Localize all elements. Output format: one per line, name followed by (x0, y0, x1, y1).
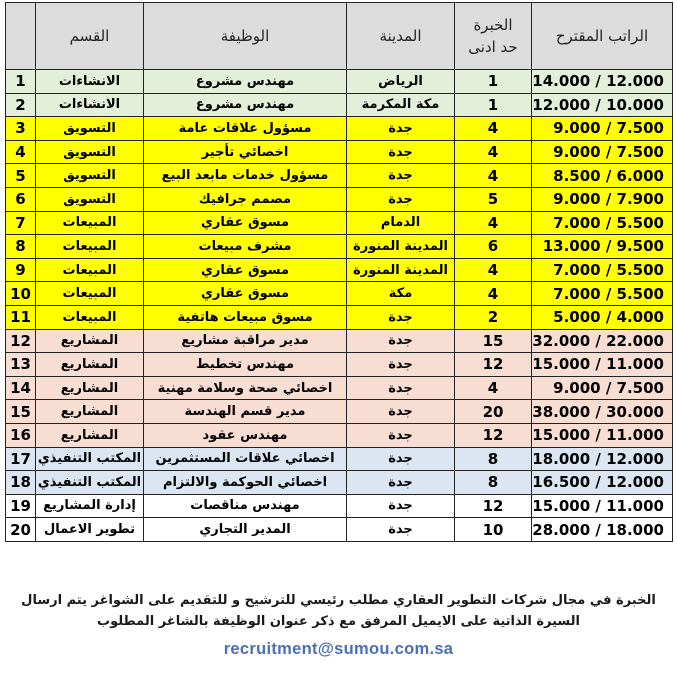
header-department: القسم (36, 3, 144, 70)
row-index: 17 (6, 447, 36, 471)
row-job: اخصائي صحة وسلامة مهنية (144, 376, 347, 400)
table-row (6, 164, 673, 188)
row-salary: 15.000 / 11.000 (532, 353, 673, 377)
row-salary: 38.000 / 30.000 (532, 400, 673, 424)
row-index: 4 (6, 140, 36, 164)
row-city: المدينة المنورة (347, 235, 455, 259)
table-row (6, 258, 673, 282)
header-experience-line2: حد ادنى (468, 38, 518, 56)
row-job: مصمم جرافيك (144, 187, 347, 211)
table-row (6, 423, 673, 447)
row-salary: 16.500 / 12.000 (532, 471, 673, 495)
row-index: 2 (6, 93, 36, 117)
row-city: جدة (347, 400, 455, 424)
row-city: جدة (347, 164, 455, 188)
row-salary: 7.000 / 5.500 (532, 282, 673, 306)
table-row (6, 140, 673, 164)
row-experience: 6 (455, 235, 532, 259)
row-department: التسويق (36, 164, 144, 188)
row-index: 20 (6, 518, 36, 542)
header-city: المدينة (347, 3, 455, 70)
row-job: مهندس عقود (144, 423, 347, 447)
row-department: المشاريع (36, 400, 144, 424)
row-experience: 12 (455, 494, 532, 518)
row-index: 15 (6, 400, 36, 424)
row-department: المشاريع (36, 329, 144, 353)
row-job: مدير مراقبة مشاريع (144, 329, 347, 353)
row-experience: 5 (455, 187, 532, 211)
row-city: جدة (347, 494, 455, 518)
header-experience-line1: الخبرة (473, 16, 513, 34)
row-index: 8 (6, 235, 36, 259)
table-body (6, 70, 673, 542)
row-department: التسويق (36, 140, 144, 164)
row-experience: 2 (455, 305, 532, 329)
row-job: مسؤول خدمات مابعد البيع (144, 164, 347, 188)
row-experience: 12 (455, 353, 532, 377)
row-index: 6 (6, 187, 36, 211)
row-city: جدة (347, 140, 455, 164)
row-salary: 9.000 / 7.500 (532, 140, 673, 164)
header-index (6, 3, 36, 70)
row-department: إدارة المشاريع (36, 494, 144, 518)
row-job: مسوق عقاري (144, 211, 347, 235)
row-experience: 1 (455, 93, 532, 117)
row-city: مكة المكرمة (347, 93, 455, 117)
row-index: 14 (6, 376, 36, 400)
row-city: الدمام (347, 211, 455, 235)
row-job: مهندس مناقصات (144, 494, 347, 518)
table-row (6, 353, 673, 377)
row-city: جدة (347, 447, 455, 471)
footer-note-line2: السيرة الذاتية على الايميل المرفق مع ذكر عنوان الوظيفة بالشاغر المطلوب (97, 614, 580, 629)
row-salary: 8.500 / 6.000 (532, 164, 673, 188)
row-experience: 4 (455, 117, 532, 141)
row-experience: 4 (455, 164, 532, 188)
row-city: جدة (347, 353, 455, 377)
row-department: تطوير الاعمال (36, 518, 144, 542)
row-job: مشرف مبيعات (144, 235, 347, 259)
header-experience (455, 3, 532, 70)
row-job: المدير التجاري (144, 518, 347, 542)
row-salary: 14.000 / 12.000 (532, 70, 673, 94)
row-job: اخصائي الحوكمة والالتزام (144, 471, 347, 495)
header-salary: الراتب المقترح (532, 3, 673, 70)
table-row (6, 282, 673, 306)
row-job: مسوق مبيعات هاتفية (144, 305, 347, 329)
row-city: جدة (347, 471, 455, 495)
row-salary: 7.000 / 5.500 (532, 211, 673, 235)
recruitment-email[interactable]: recruitment@sumou.com.sa (223, 640, 454, 658)
table-row (6, 400, 673, 424)
footer-note-line1: الخبرة في مجال شركات التطوير العقاري مطلب رئيسي للترشيح و للتقديم على الشواغر يتم ارسال (21, 593, 656, 608)
row-index: 18 (6, 471, 36, 495)
table-row (6, 305, 673, 329)
row-salary: 15.000 / 11.000 (532, 494, 673, 518)
row-job: مسوق عقاري (144, 258, 347, 282)
table-row (6, 235, 673, 259)
row-salary: 5.000 / 4.000 (532, 305, 673, 329)
table-row (6, 329, 673, 353)
row-experience: 4 (455, 140, 532, 164)
row-index: 10 (6, 282, 36, 306)
row-department: التسويق (36, 117, 144, 141)
row-salary: 12.000 / 10.000 (532, 93, 673, 117)
row-city: المدينة المنورة (347, 258, 455, 282)
row-job: مسؤول علاقات عامة (144, 117, 347, 141)
row-department: المبيعات (36, 258, 144, 282)
header-job: الوظيفة (144, 3, 347, 70)
row-salary: 7.000 / 5.500 (532, 258, 673, 282)
table-row (6, 447, 673, 471)
row-index: 16 (6, 423, 36, 447)
row-experience: 15 (455, 329, 532, 353)
row-department: المكتب التنفيذي (36, 447, 144, 471)
row-job: مسوق عقاري (144, 282, 347, 306)
row-index: 13 (6, 353, 36, 377)
row-city: جدة (347, 518, 455, 542)
row-index: 1 (6, 70, 36, 94)
row-index: 7 (6, 211, 36, 235)
row-city: جدة (347, 117, 455, 141)
row-experience: 8 (455, 447, 532, 471)
row-job: اخصائي علاقات المستثمرين (144, 447, 347, 471)
row-job: اخصائي تأجير (144, 140, 347, 164)
row-experience: 4 (455, 258, 532, 282)
table-row (6, 211, 673, 235)
row-job: مهندس تخطيط (144, 353, 347, 377)
row-salary: 15.000 / 11.000 (532, 423, 673, 447)
row-index: 5 (6, 164, 36, 188)
row-department: الانشاءات (36, 93, 144, 117)
row-city: الرياض (347, 70, 455, 94)
row-department: المشاريع (36, 353, 144, 377)
row-job: مهندس مشروع (144, 70, 347, 94)
row-department: التسويق (36, 187, 144, 211)
row-experience: 20 (455, 400, 532, 424)
table-row (6, 93, 673, 117)
row-department: المبيعات (36, 235, 144, 259)
row-index: 9 (6, 258, 36, 282)
row-department: المبيعات (36, 282, 144, 306)
row-index: 19 (6, 494, 36, 518)
row-salary: 18.000 / 12.000 (532, 447, 673, 471)
row-department: المشاريع (36, 376, 144, 400)
row-city: مكة (347, 282, 455, 306)
row-experience: 4 (455, 376, 532, 400)
row-salary: 9.000 / 7.900 (532, 187, 673, 211)
row-department: المبيعات (36, 305, 144, 329)
row-city: جدة (347, 329, 455, 353)
table-row (6, 70, 673, 94)
table-header-row (6, 3, 673, 70)
row-salary: 32.000 / 22.000 (532, 329, 673, 353)
row-job: مدير قسم الهندسة (144, 400, 347, 424)
row-salary: 9.000 / 7.500 (532, 117, 673, 141)
row-experience: 4 (455, 211, 532, 235)
row-department: المشاريع (36, 423, 144, 447)
row-city: جدة (347, 423, 455, 447)
table-row (6, 376, 673, 400)
row-experience: 8 (455, 471, 532, 495)
row-city: جدة (347, 305, 455, 329)
footer (0, 590, 677, 659)
row-index: 3 (6, 117, 36, 141)
table-row (6, 494, 673, 518)
row-salary: 28.000 / 18.000 (532, 518, 673, 542)
row-city: جدة (347, 187, 455, 211)
row-department: المبيعات (36, 211, 144, 235)
jobs-table (5, 2, 673, 542)
row-index: 12 (6, 329, 36, 353)
table-row (6, 471, 673, 495)
row-department: الانشاءات (36, 70, 144, 94)
row-salary: 9.000 / 7.500 (532, 376, 673, 400)
row-salary: 13.000 / 9.500 (532, 235, 673, 259)
table-row (6, 187, 673, 211)
row-experience: 4 (455, 282, 532, 306)
row-experience: 12 (455, 423, 532, 447)
table-row (6, 518, 673, 542)
row-department: المكتب التنفيذي (36, 471, 144, 495)
row-index: 11 (6, 305, 36, 329)
row-experience: 1 (455, 70, 532, 94)
row-city: جدة (347, 376, 455, 400)
row-job: مهندس مشروع (144, 93, 347, 117)
table-row (6, 117, 673, 141)
row-experience: 10 (455, 518, 532, 542)
